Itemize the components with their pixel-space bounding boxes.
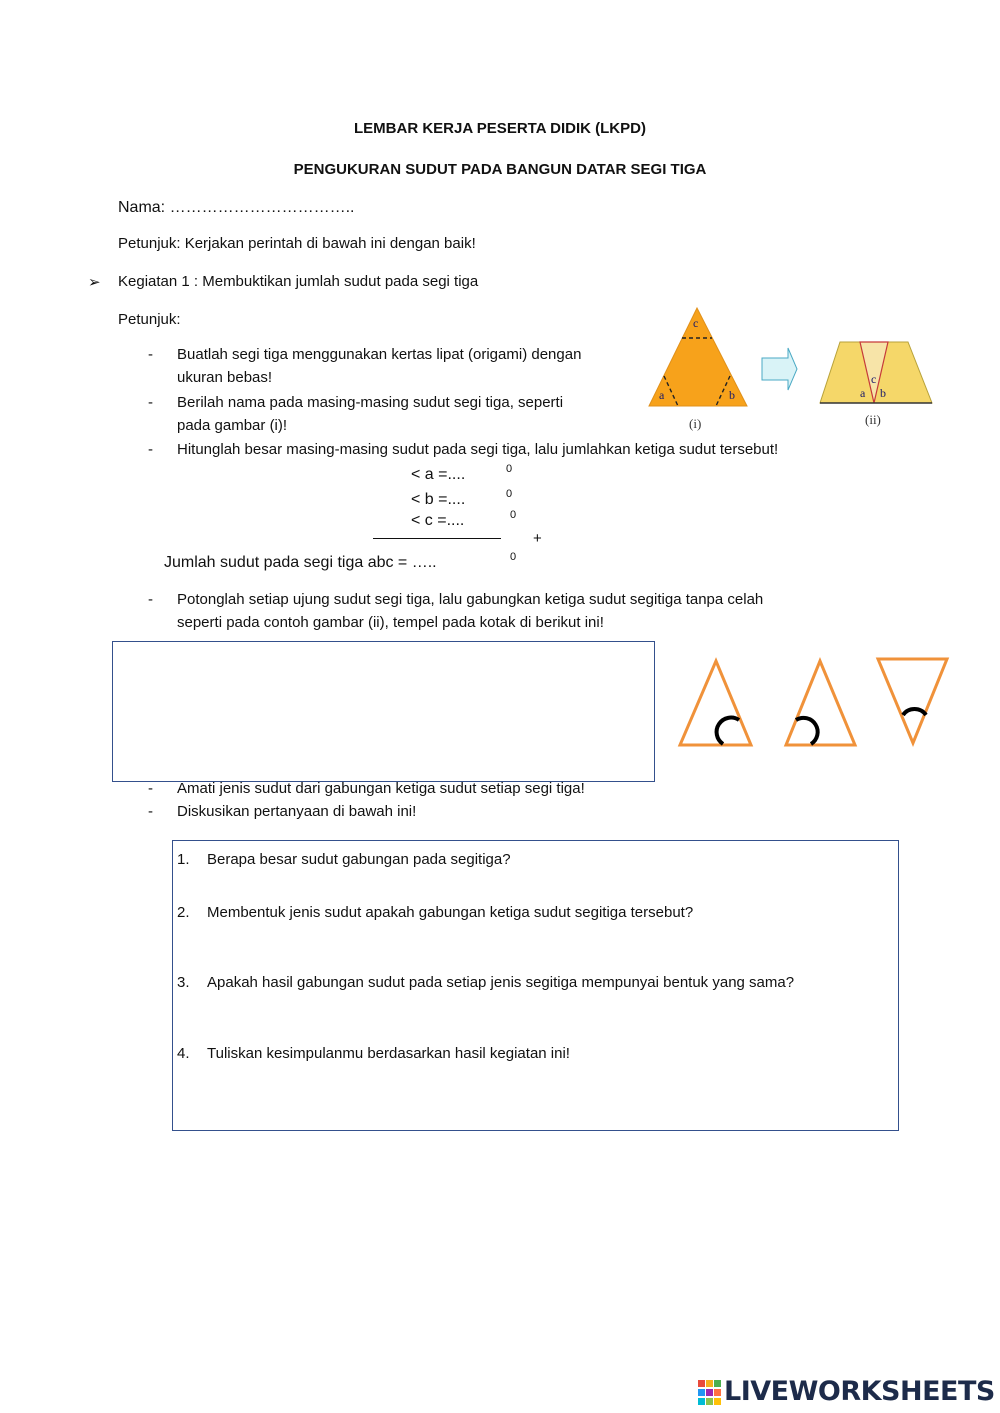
- name-line: Nama: ……………………………..: [118, 199, 355, 216]
- liveworksheets-logo-icon: [698, 1378, 722, 1408]
- triangle-outline[interactable]: [786, 661, 855, 745]
- question-text: Berapa besar sudut gabungan pada segitiga?: [207, 851, 511, 868]
- question-2: [177, 904, 693, 921]
- angle-arc: [796, 718, 818, 744]
- question-text: Tuliskan kesimpulanmu berdasarkan hasil kegiatan ini!: [207, 1045, 570, 1062]
- question-number: 2.: [177, 904, 190, 921]
- step-2-line2: pada gambar (i)!: [177, 417, 288, 434]
- activity-petunjuk: Petunjuk:: [118, 311, 181, 328]
- step-5-line1: Amati jenis sudut dari gabungan ketiga sudut setiap segi tiga!: [177, 780, 585, 797]
- vertex-b-label-ii: b: [880, 386, 886, 400]
- degree-mark: 0: [506, 488, 513, 500]
- step-dash: -: [148, 394, 153, 411]
- right-arrow-icon: [762, 348, 797, 390]
- figure-label-ii: (ii): [865, 412, 881, 427]
- question-number: 4.: [177, 1045, 190, 1062]
- step-3-line1: Hitunglah besar masing-masing sudut pada segi tiga, lalu jumlahkan ketiga sudut tersebut!: [177, 441, 779, 458]
- step-6-line1: Diskusikan pertanyaan di bawah ini!: [177, 803, 417, 820]
- step-dash: -: [148, 346, 153, 363]
- angle-total: Jumlah sudut pada segi tiga abc = …..: [164, 554, 437, 571]
- angle-arc: [903, 709, 926, 715]
- step-1-line2: ukuran bebas!: [177, 369, 273, 386]
- angle-c: < c =....: [411, 512, 465, 529]
- vertex-c-label: c: [693, 316, 699, 330]
- triangle-outline[interactable]: [878, 659, 947, 743]
- activity-title: Kegiatan 1 : Membuktikan jumlah sudut pada segi tiga: [118, 273, 479, 290]
- step-4-line2: seperti pada contoh gambar (ii), tempel pada kotak di berikut ini!: [177, 614, 604, 631]
- step-dash: -: [148, 591, 153, 608]
- figure-label-i: (i): [689, 416, 702, 431]
- degree-mark: 0: [510, 509, 517, 521]
- sum-line: [373, 538, 501, 539]
- vertex-a-label-ii: a: [860, 386, 866, 400]
- step-2-line1: Berilah nama pada masing-masing sudut segi tiga, seperti: [177, 394, 564, 411]
- vertex-a-label: a: [659, 388, 665, 402]
- angle-arc: [717, 718, 739, 744]
- question-4: [177, 1045, 570, 1062]
- degree-mark: 0: [506, 463, 513, 475]
- vertex-c-label-ii: c: [871, 372, 877, 386]
- triangle-figure: [640, 300, 950, 440]
- step-dash: -: [148, 441, 153, 458]
- angle-a: < a =....: [411, 466, 466, 483]
- question-text: Membentuk jenis sudut apakah gabungan ketiga sudut segitiga tersebut?: [207, 904, 694, 921]
- brand-name: LIVEWORKSHEETS: [724, 1376, 995, 1407]
- question-number: 3.: [177, 974, 190, 991]
- page-title: LEMBAR KERJA PESERTA DIDIK (LKPD): [354, 120, 646, 137]
- paste-answer-box[interactable]: [112, 641, 655, 782]
- step-4-line1: Potonglah setiap ujung sudut segi tiga, lalu gabungkan ketiga sudut segitiga tanpa celah: [177, 591, 764, 608]
- question-3: [177, 974, 794, 991]
- page-subtitle: PENGUKURAN SUDUT PADA BANGUN DATAR SEGI TIGA: [293, 161, 707, 178]
- question-number: 1.: [177, 851, 190, 868]
- activity-bullet-icon: ➢: [88, 274, 101, 291]
- vertex-b-label: b: [729, 388, 735, 402]
- angle-triangles: [672, 652, 957, 756]
- step-dash: -: [148, 780, 153, 797]
- step-dash: -: [148, 803, 153, 820]
- degree-mark: 0: [510, 551, 517, 563]
- general-instruction: Petunjuk: Kerjakan perintah di bawah ini dengan baik!: [118, 235, 476, 252]
- question-text: Apakah hasil gabungan sudut pada setiap jenis segitiga mempunyai bentuk yang sama?: [207, 974, 795, 991]
- plus-sign: +: [533, 530, 542, 547]
- question-1: [177, 851, 511, 868]
- step-1-line1: Buatlah segi tiga menggunakan kertas lipat (origami) dengan: [177, 346, 582, 363]
- angle-b: < b =....: [411, 491, 466, 508]
